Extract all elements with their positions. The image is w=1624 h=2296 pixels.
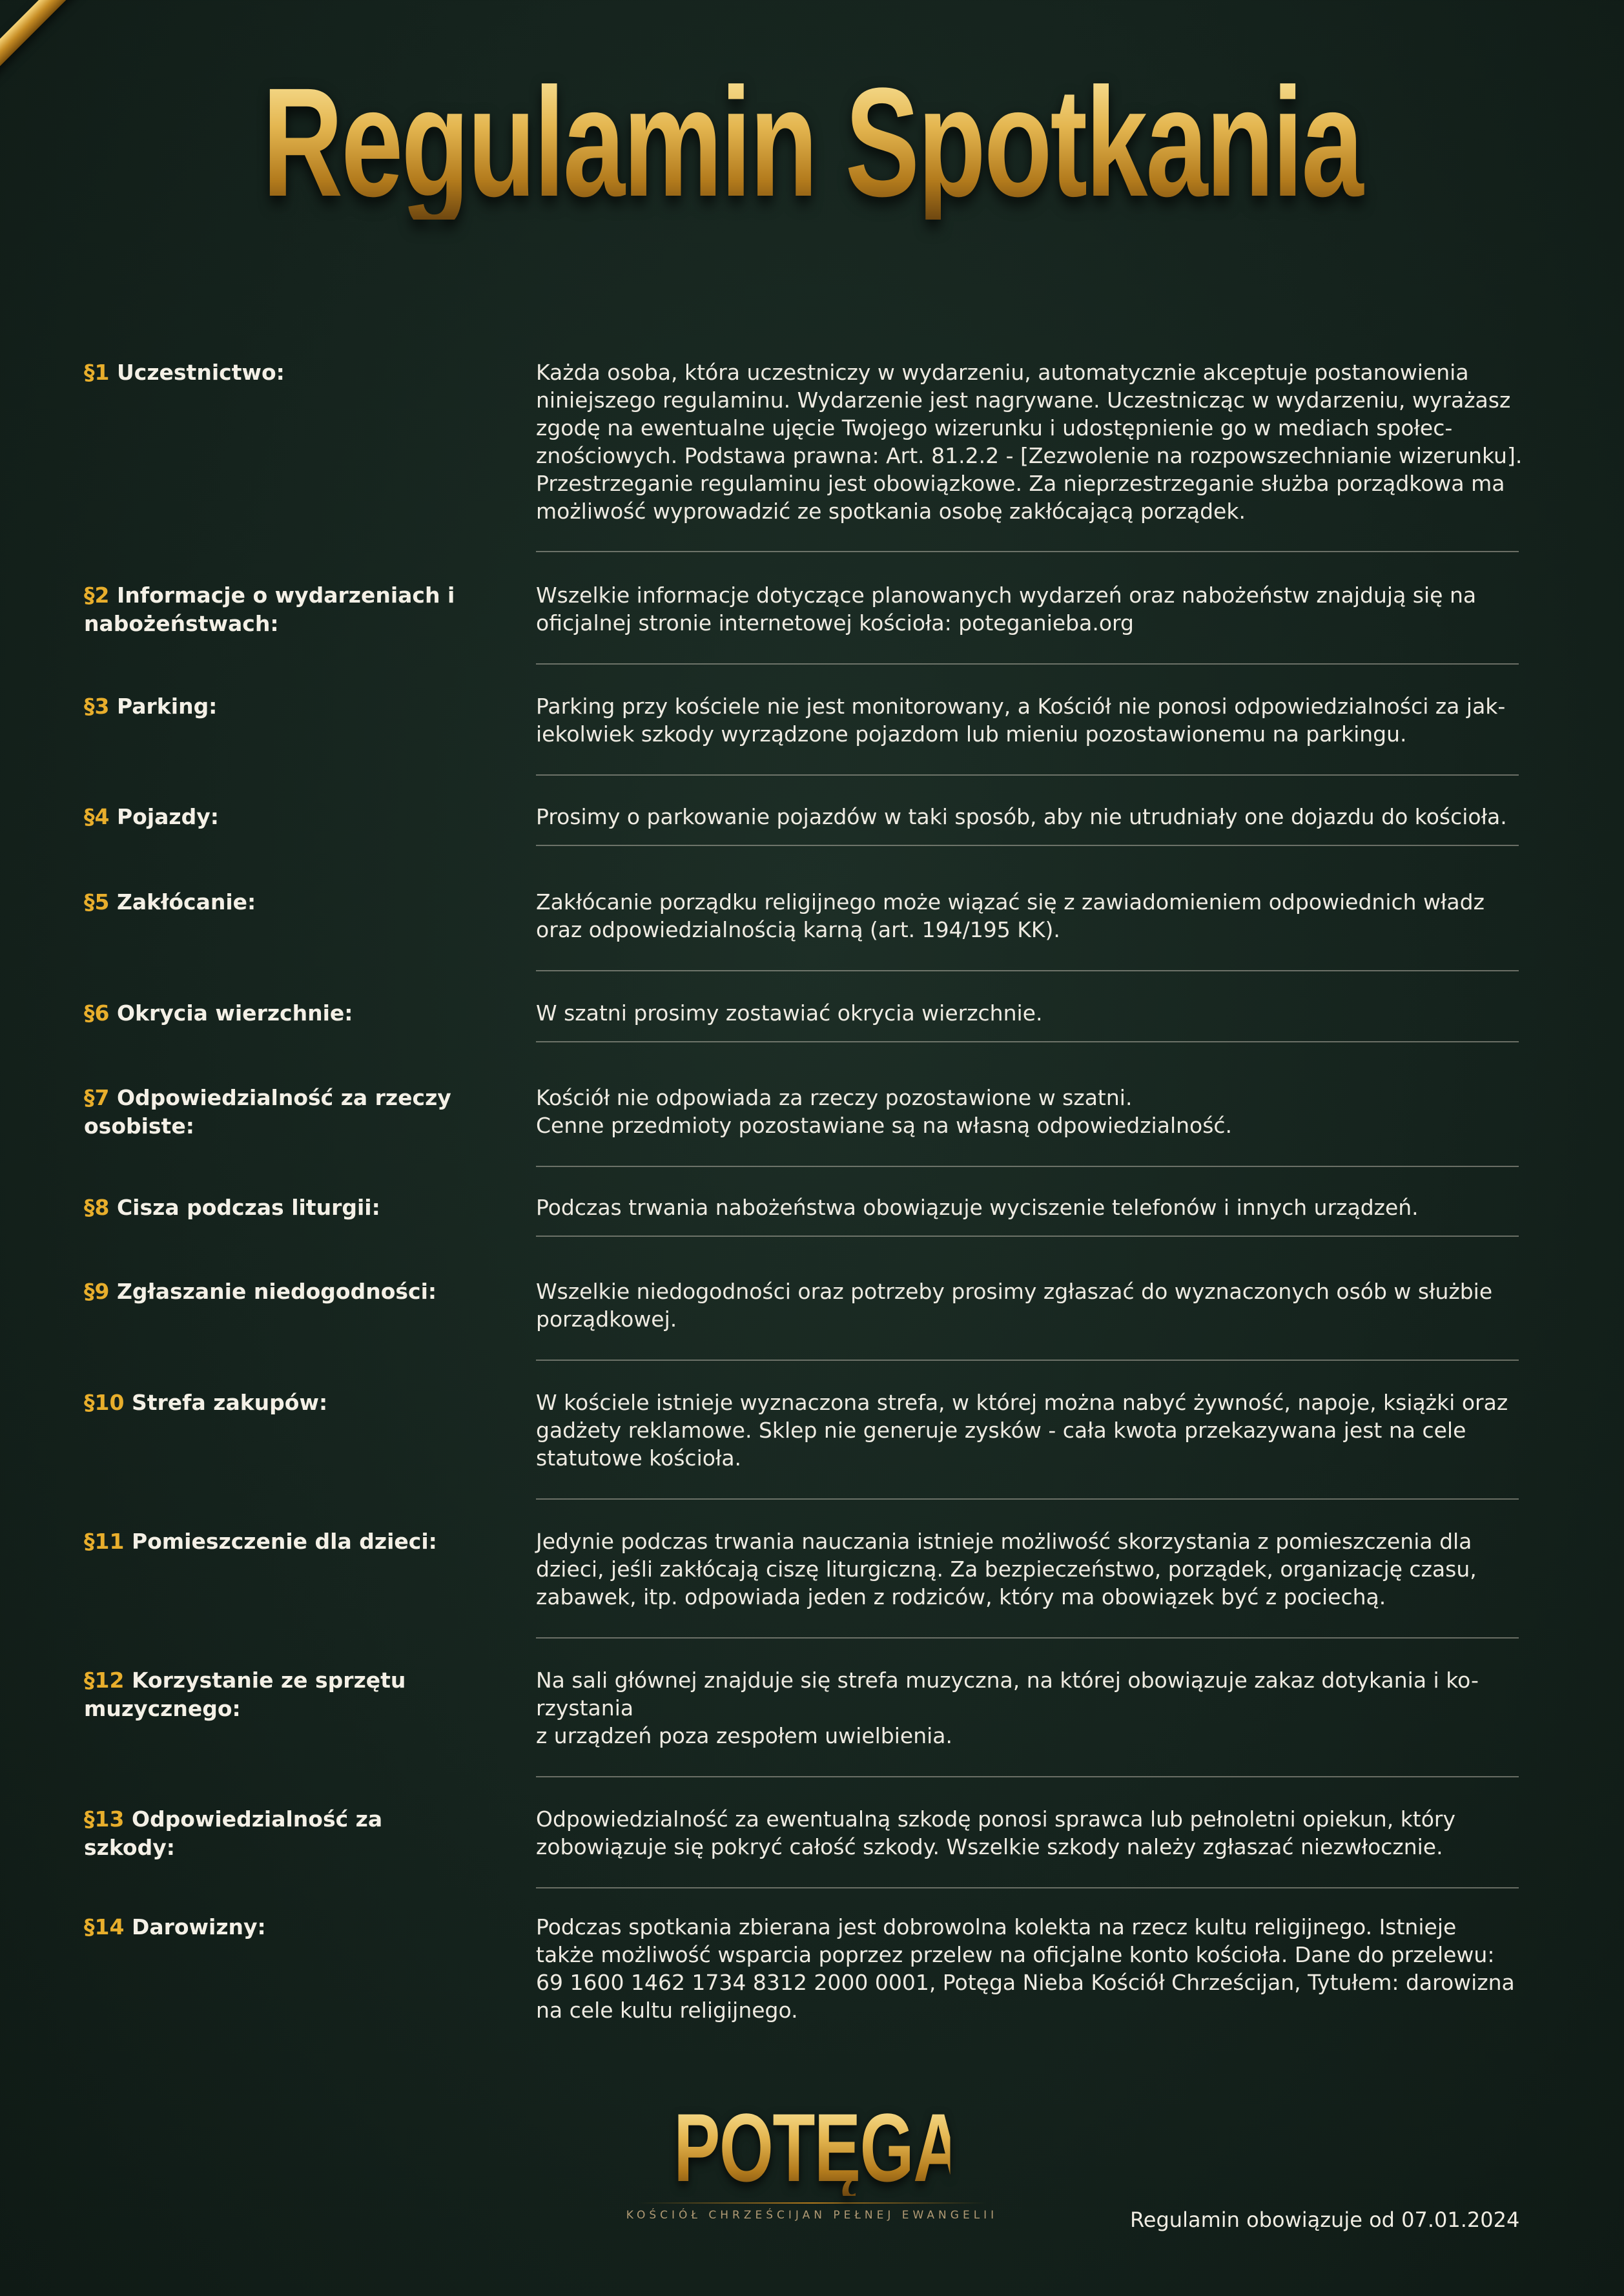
rule-number: §9 xyxy=(84,1279,110,1304)
rule-text: Zakłócanie porządku religijnego może wiązać się z zawiadomieniem odpowiednich władz oraz odpowiedzialnością karną (art. 194/195 KK). xyxy=(536,889,1485,942)
rule-text: Parking przy kościele nie jest monitorowany, a Kościół nie ponosi odpowiedzialności za jak- iekolwiek szkody wyrządzone pojazdom lub mieniu pozostawionemu na parkingu. xyxy=(536,694,1506,747)
rule-title: Odpowiedzialność za rzeczy osobiste: xyxy=(84,1085,451,1139)
rule-divider xyxy=(536,551,1519,552)
rule-divider xyxy=(536,1166,1519,1167)
rule-number: §4 xyxy=(84,804,110,829)
rule-title: Korzystanie ze sprzętu muzycznego: xyxy=(84,1668,406,1721)
rule-divider xyxy=(536,774,1519,776)
rule-number: §5 xyxy=(84,889,110,915)
rule-text: Każda osoba, która uczestniczy w wydarzeniu, automatycznie akceptuje postanowienia niniejszego regulaminu. Wydarzenie jest nagrywane. Uczestnicząc w wydarzeniu, wyrażasz zgodę na ewentualne ujęcie Twojego wizerunku i udostępnienie go w mediach społec- znościowych. Podstawa prawna: Art. 81.2.2 - [Zezwolenie na rozpowszechnianie wizerunku]. Przestrzeganie regulaminu jest obowiązkowe. Za nieprzestrzeganie służba porządkowa ma możliwość wyprowadzić ze spotkania osobę zakłócającą porządek. xyxy=(536,360,1523,524)
rule-divider xyxy=(536,1360,1519,1361)
rule-text: Prosimy o parkowanie pojazdów w taki sposób, aby nie utrudniały one dojazdu do kościoła. xyxy=(536,804,1507,829)
logo-divider xyxy=(638,2202,987,2204)
rule-number: §10 xyxy=(84,1390,125,1415)
church-logo xyxy=(620,2093,1191,2222)
logo-wordmark: POTĘGA NIEBA xyxy=(673,2093,1191,2202)
rule-heading xyxy=(84,581,471,638)
rule-heading xyxy=(84,1389,471,1417)
rule-title: Okrycia wierzchnie: xyxy=(116,1000,353,1026)
rule-title: Cisza podczas liturgii: xyxy=(116,1195,380,1220)
rule-number: §2 xyxy=(84,583,110,608)
rule-title: Darowizny: xyxy=(131,1914,266,1939)
rule-number: §3 xyxy=(84,694,110,719)
rule-heading xyxy=(84,1277,471,1306)
rule-heading xyxy=(84,1805,471,1862)
logo-tagline: KOŚCIÓŁ CHRZEŚCIJAN PEŁNEJ EWANGELII xyxy=(626,2209,998,2222)
rule-title: Parking: xyxy=(116,694,218,719)
rule-heading xyxy=(84,803,471,831)
effective-date: Regulamin obowiązuje od 07.01.2024 xyxy=(1130,2208,1520,2232)
rule-title: Informacje o wydarzeniach i nabożeństwach: xyxy=(84,583,455,636)
rule-divider xyxy=(536,970,1519,971)
rule-text: Jedynie podczas trwania nauczania istnieje możliwość skorzystania z pomieszczenia dla dzieci, jeśli zakłócają ciszę liturgiczną. Za bezpieczeństwo, porządek, organizację czasu, zabawek, itp. odpowiada jeden z rodziców, który ma obowiązek być z pociechą. xyxy=(536,1529,1477,1609)
rule-title: Zakłócanie: xyxy=(116,889,256,915)
rule-heading xyxy=(84,1913,471,1941)
rule-number: §1 xyxy=(84,360,110,385)
rule-heading xyxy=(84,1666,471,1723)
rule-number: §12 xyxy=(84,1668,125,1693)
rule-title: Zgłaszanie niedogodności: xyxy=(116,1279,437,1304)
rule-heading xyxy=(84,358,471,387)
rule-text: Na sali głównej znajduje się strefa muzyczna, na której obowiązuje zakaz dotykania i ko- rzystania z urządzeń poza zespołem uwielbienia. xyxy=(536,1668,1479,1748)
rule-divider xyxy=(536,1041,1519,1042)
rule-text: Odpowiedzialność za ewentualną szkodę ponosi sprawca lub pełnoletni opiekun, który zobowiązuje się pokryć całość szkody. Wszelkie szkody należy zgłaszać niezwłocznie. xyxy=(536,1806,1456,1859)
rule-heading xyxy=(84,1194,471,1222)
rule-text: Podczas trwania nabożeństwa obowiązuje wyciszenie telefonów i innych urządzeń. xyxy=(536,1195,1419,1220)
rule-text: Podczas spotkania zbierana jest dobrowolna kolekta na rzecz kultu religijnego. Istnieje także możliwość wsparcia poprzez przelew na oficjalne konto kościoła. Dane do przelewu: 69 1600 1462 1734 8312 2000 0001, Potęga Nieba Kościół Chrześcijan, Tytułem: darowizna na cele kultu religijnego. xyxy=(536,1914,1515,2023)
rule-number: §8 xyxy=(84,1195,110,1220)
rule-heading xyxy=(84,888,471,916)
rule-divider xyxy=(536,1498,1519,1500)
rule-heading xyxy=(84,999,471,1028)
rule-number: §13 xyxy=(84,1806,125,1832)
rule-title: Pomieszczenie dla dzieci: xyxy=(131,1529,437,1554)
rule-number: §14 xyxy=(84,1914,125,1939)
rule-title: Strefa zakupów: xyxy=(131,1390,328,1415)
rule-number: §7 xyxy=(84,1085,110,1110)
rule-number: §6 xyxy=(84,1000,110,1026)
page-title: Regulamin Spotkania xyxy=(227,65,1397,220)
rule-text: Kościół nie odpowiada za rzeczy pozostawione w szatni. Cenne przedmioty pozostawiane są na własną odpowiedzialność. xyxy=(536,1085,1233,1138)
rule-heading xyxy=(84,1527,471,1556)
rule-divider xyxy=(536,1887,1519,1888)
rule-divider xyxy=(536,663,1519,665)
rule-title: Uczestnictwo: xyxy=(116,360,285,385)
rule-heading xyxy=(84,692,471,721)
rule-text: W szatni prosimy zostawiać okrycia wierzchnie. xyxy=(536,1000,1043,1026)
rule-heading xyxy=(84,1084,471,1141)
rule-title: Pojazdy: xyxy=(116,804,219,829)
rule-divider xyxy=(536,845,1519,846)
rule-text: Wszelkie niedogodności oraz potrzeby prosimy zgłaszać do wyznaczonych osób w służbie porządkowej. xyxy=(536,1279,1493,1332)
rule-divider xyxy=(536,1637,1519,1639)
rule-number: §11 xyxy=(84,1529,125,1554)
rule-text: W kościele istnieje wyznaczona strefa, w której można nabyć żywność, napoje, książki oraz gadżety reklamowe. Sklep nie generuje zysków - cała kwota przekazywana jest na cele statutowe kościoła. xyxy=(536,1390,1508,1471)
rule-divider xyxy=(536,1236,1519,1237)
rule-text: Wszelkie informacje dotyczące planowanych wydarzeń oraz nabożeństw znajdują się na oficjalnej stronie internetowej kościoła: poteganieba.org xyxy=(536,583,1477,636)
rule-divider xyxy=(536,1776,1519,1777)
rule-title: Odpowiedzialność za szkody: xyxy=(84,1806,383,1860)
